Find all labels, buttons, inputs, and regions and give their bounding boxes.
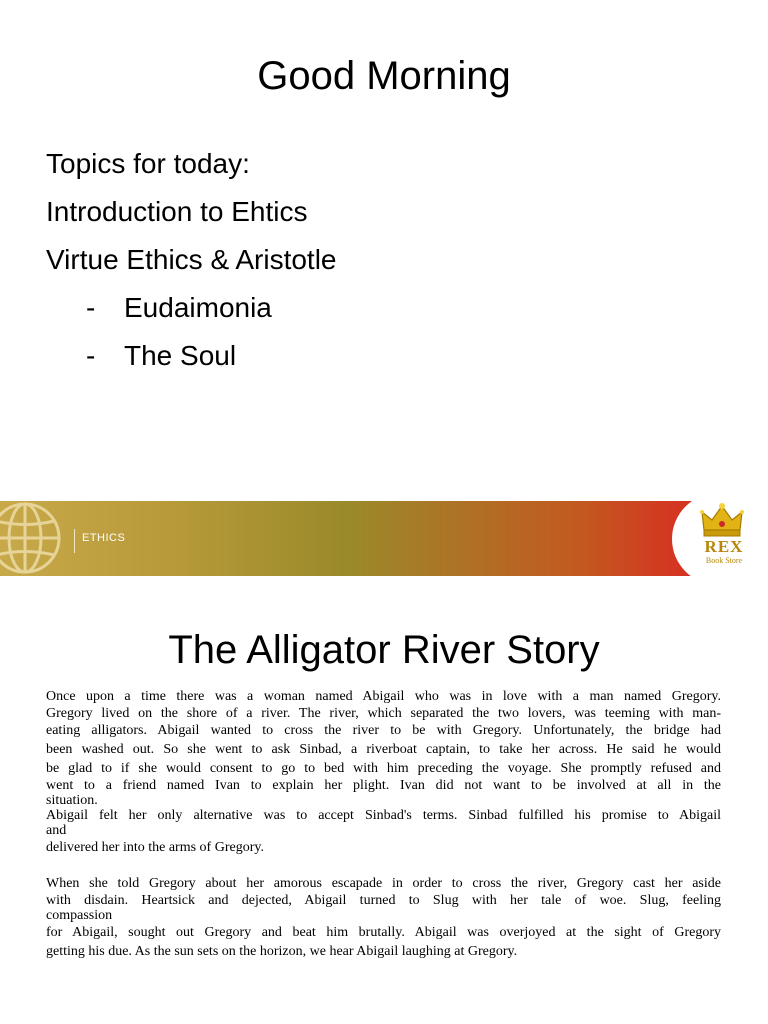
story-line: eating alligators. Abigail wanted to cross the river to be with Gregory. Unfortunately, the bridge had [46, 723, 721, 738]
topic-item: Virtue Ethics & Aristotle [46, 244, 337, 275]
crown-icon [700, 502, 744, 538]
story-line: be glad to if she would consent to go to bed with him preceding the voyage. She promptly refused and [46, 761, 721, 776]
logo-text: REX [704, 537, 744, 556]
topic-heading: Topics for today: [46, 148, 250, 179]
story-line: delivered her into the arms of Gregory. [46, 840, 264, 855]
topic-item: Introduction to Ehtics [46, 196, 308, 227]
topics-list [46, 140, 337, 380]
story-line: and [46, 823, 67, 838]
banner-label: ETHICS [82, 532, 126, 544]
story-line: When she told Gregory about her amorous escapade in order to cross the river, Gregory cast her aside [46, 876, 721, 891]
bullet-dash: - [86, 340, 96, 371]
ethics-banner [0, 501, 768, 576]
globe-icon [0, 501, 66, 576]
subtopic-item: - Eudaimonia [46, 284, 337, 332]
slide-good-morning [0, 0, 768, 500]
paragraph-gap [46, 858, 721, 875]
bullet-dash: - [86, 292, 96, 323]
story-line: situation. [46, 793, 98, 808]
subtopic-item: - The Soul [46, 332, 337, 380]
story-line: Abigail felt her only alternative was to accept Sinbad's terms. Sinbad fulfilled his promise to Abigail [46, 808, 721, 823]
banner-divider [74, 529, 75, 553]
story-line: Once upon a time there was a woman named Abigail who was in love with a man named Gregory. [46, 689, 721, 704]
story-line: getting his due. As the sun sets on the horizon, we hear Abigail laughing at Gregory. [46, 944, 518, 959]
story-line: Gregory lived on the shore of a river. The river, which separated the two lovers, was teeming with man- [46, 706, 721, 721]
story-title: The Alligator River Story [168, 628, 600, 672]
story-body [46, 688, 721, 962]
story-line: compassion [46, 908, 113, 923]
story-line: for Abigail, sought out Gregory and beat him brutally. Abigail was overjoyed at the sight of Gregory [46, 925, 721, 940]
story-line: been washed out. So she went to ask Sinbad, a riverboat captain, to take her across. He said he would [46, 742, 721, 757]
story-line: went to a friend named Ivan to explain her plight. Ivan did not want to be involved at all in the [46, 778, 721, 793]
slide-title: Good Morning [257, 54, 511, 98]
story-line: with disdain. Heartsick and dejected, Abigail turned to Slug with her tale of woe. Slug, feeling [46, 893, 721, 908]
logo-subtitle: Book Store [705, 556, 743, 565]
